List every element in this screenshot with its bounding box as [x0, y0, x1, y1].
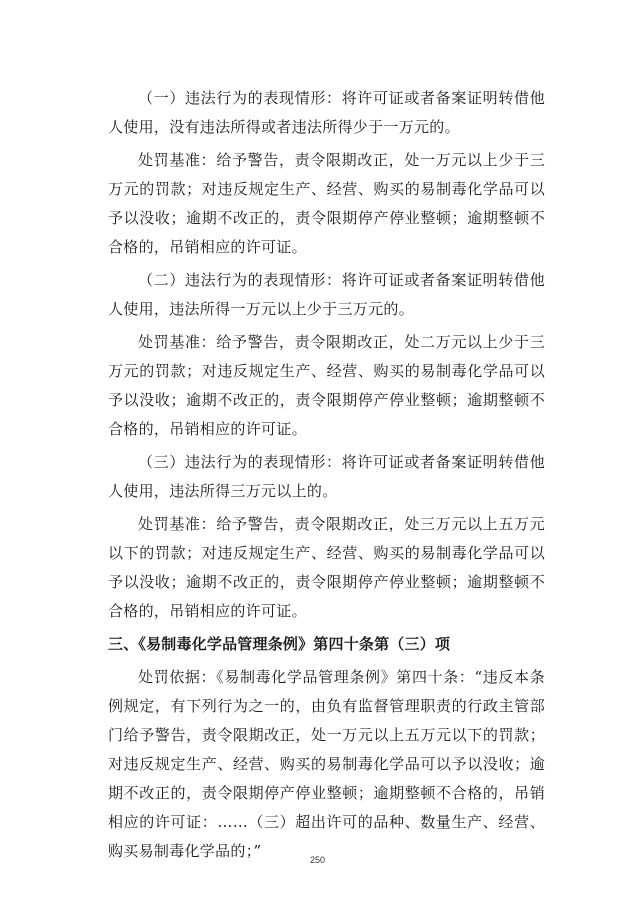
section-heading: 三、《易制毒化学品管理条例》第四十条第（三）项: [108, 635, 451, 653]
page-number: 250: [309, 855, 326, 865]
penalty-basis: 处罚依据：《易制毒化学品管理条例》第四十条：“违反本条例规定，有下列行为之一的，由负有监督管理职责的行政主管部门给予警告，责令限期改正，处一万元以上五万元以下的罚款；对违反规定生产、经营、购买的易制毒化学品可以予以没收；逾期不改正的，责令限期停产停业整顿；逾期整顿不合格的，吊销相应的许可证：……（三）超出许可的品种、数量生产、经营、购买易制毒化学品的；”: [108, 668, 545, 860]
document-body: [108, 84, 545, 870]
violation-case-3: （三）违法行为的表现情形：将许可证或者备案证明转借他人使用，违法所得三万元以上的。: [108, 453, 545, 500]
penalty-standard-1: 处罚基准：给予警告，责令限期改正，处一万元以上少于三万元的罚款；对违反规定生产、经营、购买的易制毒化学品可以予以没收；逾期不改正的，责令限期停产停业整顿；逾期整顿不合格的，吊销相应的许可证。: [108, 151, 545, 256]
penalty-standard-3: 处罚基准：给予警告，责令限期改正，处三万元以上五万元以下的罚款；对违反规定生产、经营、购买的易制毒化学品可以予以没收；逾期不改正的，责令限期停产停业整顿；逾期整顿不合格的，吊销相应的许可证。: [108, 515, 545, 620]
penalty-standard-2: 处罚基准：给予警告，责令限期改正，处二万元以上少于三万元的罚款；对违反规定生产、经营、购买的易制毒化学品可以予以没收；逾期不改正的，责令限期停产停业整顿；逾期整顿不合格的，吊销相应的许可证。: [108, 333, 545, 438]
violation-case-1: （一）违法行为的表现情形：将许可证或者备案证明转借他人使用，没有违法所得或者违法所得少于一万元的。: [108, 89, 545, 136]
violation-case-2: （二）违法行为的表现情形：将许可证或者备案证明转借他人使用，违法所得一万元以上少于三万元的。: [108, 271, 545, 318]
